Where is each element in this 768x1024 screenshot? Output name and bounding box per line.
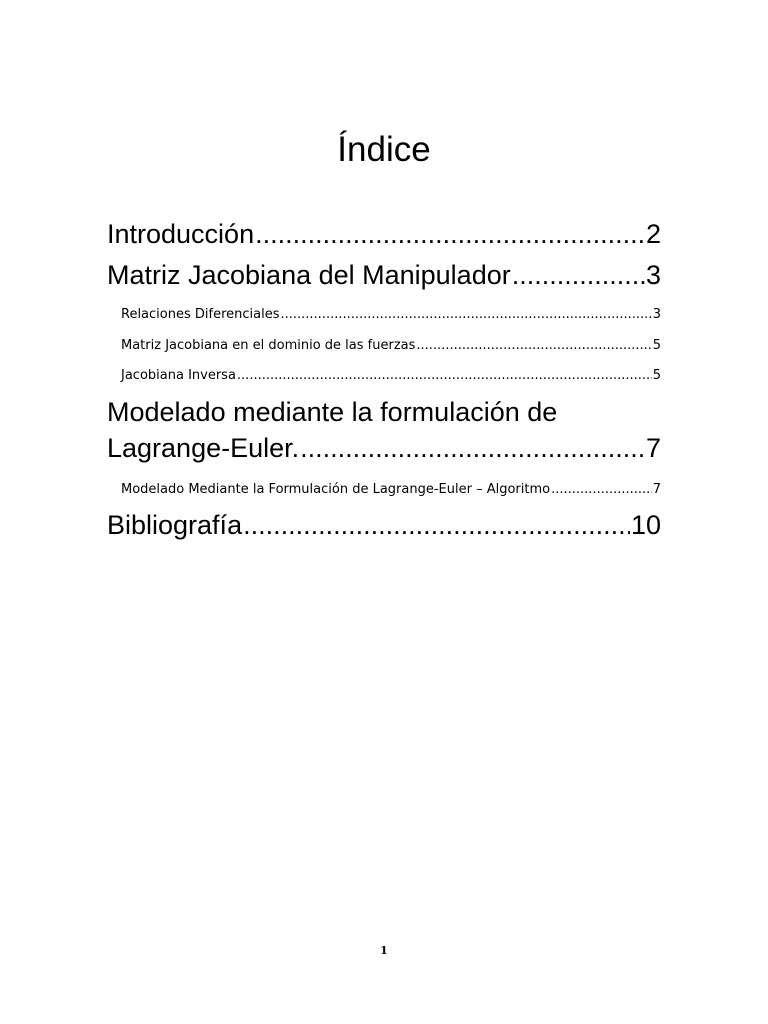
toc-entry-label: Matriz Jacobiana del Manipulador [107,260,511,290]
toc-entry-label: Modelado Mediante la Formulación de Lagrange-Euler – Algoritmo [121,482,551,497]
toc-entry-introduccion[interactable] [107,216,661,252]
toc-entry-modelado-lagrange-euler[interactable] [107,394,661,466]
toc-entry-page: 10 [630,510,661,540]
toc-entry-page: 7 [645,433,661,463]
dot-leader [255,216,645,252]
footer-page-number: 1 [380,944,388,957]
toc-entry-relaciones-diferenciales[interactable] [121,305,661,325]
toc-entry-page: 7 [652,482,661,497]
toc-entry-page: 3 [645,260,661,290]
toc-entry-label: Introducción [107,219,255,249]
dot-leader [512,257,645,293]
toc-entry-label: Relaciones Diferenciales [121,307,280,322]
toc-entry-label-line1: Modelado mediante la formulación de [107,397,558,427]
toc-entry-page: 2 [645,219,661,249]
toc-entry-jacobiana-inversa[interactable] [121,366,661,386]
dot-leader [280,305,651,325]
dot-leader [237,366,652,386]
dot-leader [551,480,652,500]
toc-entry-page: 5 [652,368,661,383]
dot-leader [416,336,651,356]
toc-entry-bibliografia[interactable] [107,507,661,543]
toc-entry-algoritmo[interactable] [121,480,661,500]
page-title: Índice [337,130,431,169]
toc-entry-label: Matriz Jacobiana en el dominio de las fuerzas [121,338,416,353]
toc-entry-matriz-jacobiana[interactable] [107,257,661,293]
toc-entry-label: Bibliografía [107,510,243,540]
toc-entry-page: 3 [652,307,661,322]
dot-leader [300,430,645,466]
toc-entry-label: Jacobiana Inversa [121,368,236,383]
toc-entry-dominio-fuerzas[interactable] [121,336,661,356]
toc-entry-page: 5 [652,338,661,353]
toc-entry-label-line2: Lagrange-Euler. [107,433,300,463]
dot-leader [243,507,630,543]
